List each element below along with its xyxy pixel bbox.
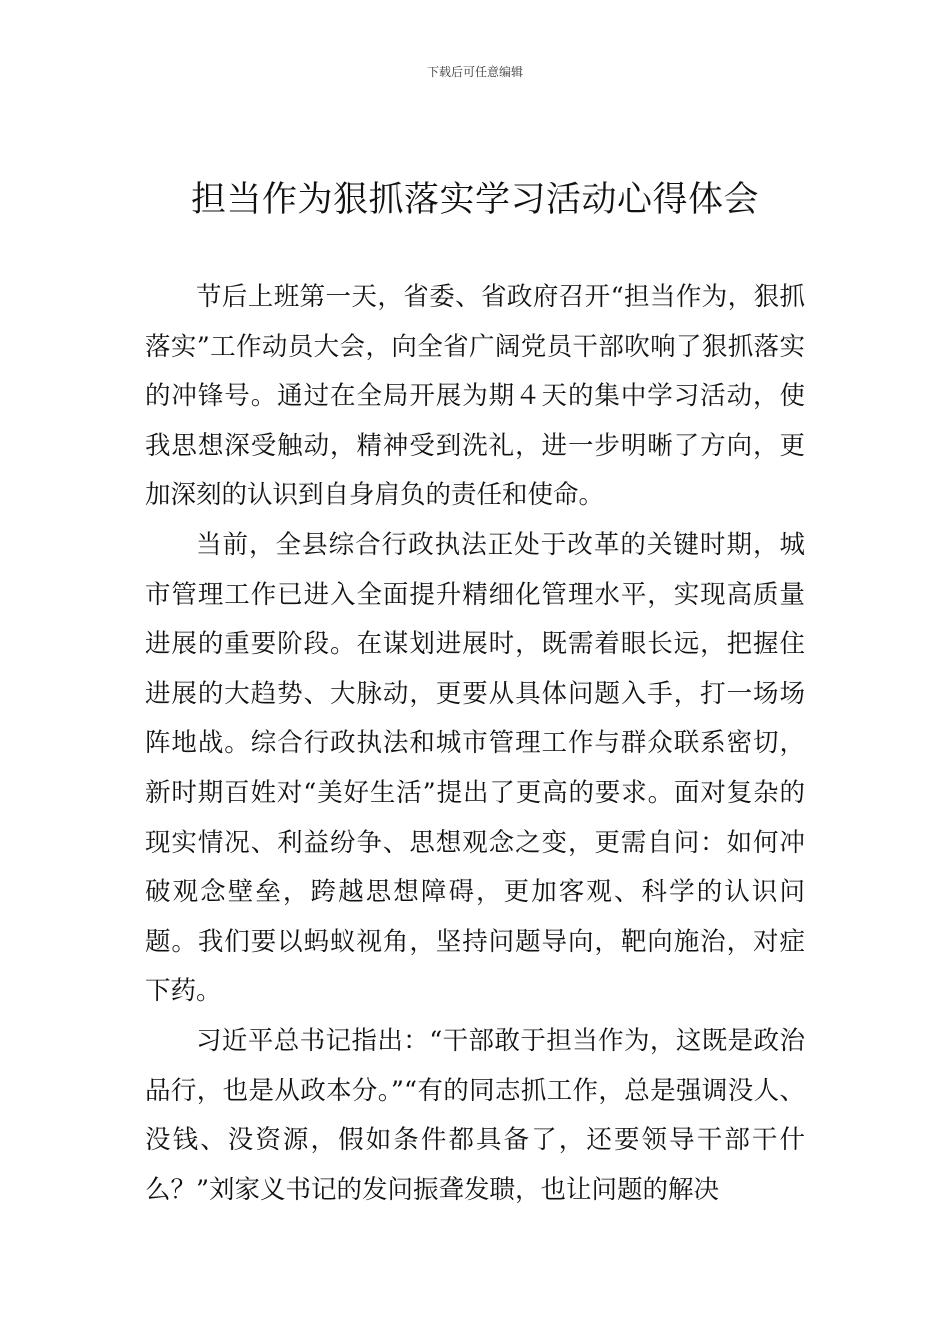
page-header-note: 下载后可任意编辑 (426, 65, 523, 79)
document-title: 担当作为狠抓落实学习活动心得体会 (190, 180, 759, 220)
paragraph-2: 当前，全县综合行政执法正处于改革的关键时期，城市管理工作已进入全面提升精细化管理水平，实现高质量进展的重要阶段。在谋划进展时，既需着眼长远，把握住进展的大趋势、大脉动，更要从具体问题入手，打一场场阵地战。综合行政执法和城市管理工作与群众联系密切，新时期百姓对“美好生活”提出了更高的要求。面对复杂的现实情况、利益纷争、思想观念之变，更需自问：如何冲破观念壁垒，跨越思想障碍，更加客观、科学的认识问题。我们要以蚂蚁视角，坚持问题导向，靶向施治，对症下药。 (145, 529, 805, 1007)
paragraph-1: 节后上班第一天，省委、省政府召开“担当作为，狠抓落实”工作动员大会，向全省广阔党员干部吹响了狠抓落实的冲锋号。通过在全局开展为期４天的集中学习活动，使我思想深受触动，精神受到洗礼，进一步明晰了方向，更加深刻的认识到自身肩负的责任和使命。 (145, 282, 805, 511)
document-body (145, 273, 805, 1215)
paragraph-3: 习近平总书记指出：“干部敢于担当作为，这既是政治品行，也是从政本分。”“有的同志抓工作，总是强调没人、没钱、没资源，假如条件都具备了，还要领导干部干什么？”刘家义书记的发问振聋发聩，也让问题的解决 (145, 1025, 805, 1205)
